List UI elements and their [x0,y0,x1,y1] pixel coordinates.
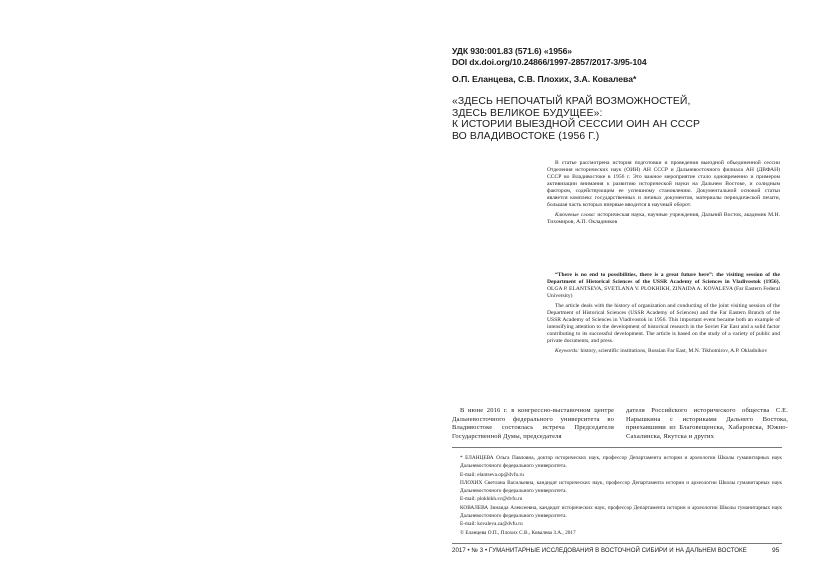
title-line: К ИСТОРИИ ВЫЕЗДНОЙ СЕССИИ ОИН АН СССР [452,119,701,131]
english-title: “There is no end to possibilities, there is a great future here”: the visiting session of the Department of Historical Sciences of the USSR Academy of Sciences in Vladivostok (1956). [547,272,780,285]
udk-code: УДК 930:001.83 (571.6) «1956» [452,46,572,56]
body-column-right: дателя Российского исторического общества С.Е. Нарышкина с историками Дальнего Востока, приехавшими из Благовещенска, Хабаровска, Южно-Сахалинска, Якутска и других [626,407,788,440]
page-number: 95 [772,547,780,554]
footnote-email-1: E-mail: elantseva.op@dvfu.ru [460,471,524,478]
journal-footer: 2017 • № 3 • ГУМАНИТАРНЫЕ ИССЛЕДОВАНИЯ В ВОСТОЧНОЙ СИБИРИ И НА ДАЛЬНЕМ ВОСТОКЕ [452,547,747,554]
footnote-author-1: * ЕЛАНЦЕВА Ольга Павловна, доктор исторических наук, профессор Департамента истории и археологии Школы гуманитарных наук Дальневосточного федерального университета. [460,455,782,470]
keywords-en-text: history, scientific institutions, Russian Far East, M.N. Tikhomirov, A.P. Okladnikov [580,347,768,354]
footnote-email-3: E-mail: kovaleva.za@dvfu.ru [460,521,523,528]
footnotes [452,454,782,537]
abstract-russian [547,160,780,226]
keywords-ru-label: Ключевые слова: [555,211,596,218]
abstract-en-heading [547,272,780,300]
title-line: ВО ВЛАДИВОСТОКЕ (1956 Г.) [452,130,600,142]
title-line: ЗДЕСЬ ВЕЛИКОЕ БУДУЩЕЕ»: [452,107,603,119]
footnote-divider [452,447,782,448]
udk-doi-block [452,46,647,68]
abstract-ru-text: В статье рассмотрена история подготовки и проведения выездной объединенной сессии Отделения исторических наук (ОИН) АН СССР и Дальневосточного филиала АН (ДВФАН) СССР во Владивостоке в 1956 г. Это важное мероприятие стало одновременно и примером активизации внимания к развитию исторической науки на Дальнем Востоке, и солидным фактором, содействующим ее успешному становлению. Документальной основой статьи является комплекс государственных и личных документов, материалы периодической печати, большая часть которых впервые вводится в научный оборот. [547,160,780,208]
footnote-author-2: ПЛОХИХ Светлана Васильевна, кандидат исторических наук, профессор Департамента истории и археологии Школы гуманитарных наук Дальневосточного федерального университета. [460,479,782,495]
title-line: «ЗДЕСЬ НЕПОЧАТЫЙ КРАЙ ВОЗМОЖНОСТЕЙ, [452,96,691,107]
copyright-line: © Еланцева О.П., Плохих С.В., Ковалева З.А., 2017 [460,529,576,536]
keywords-ru-text: историческая наука, научные учреждения, Дальний Восток, академик М.Н. Тихомиров, А.П. Окладников [547,211,780,225]
footer-divider [452,543,782,544]
body-column-left: В июне 2016 г. в конгрессно-выставочном центре Дальневосточного федерального университета во Владивостоке состоялась встреча Председателя Государственной Думы, председателя [452,407,614,440]
abstract-en-text: The article deals with the history of organization and conducting of the joint visiting session of the Department of Historical Sciences (USSR Academy of Sciences) and the Far Eastern Branch of the USSR Academy of Sciences in Vladivostok in 1956. This important event became both an example of intensifying attention to the development of historical research in the Soviet Far East and a solid factor contributing to its successful development. The article is based on the study of a variety of public and private documents, and press. [547,302,780,344]
doi-code: DOI dx.doi.org/10.24866/1997-2857/2017-3/95-104 [452,57,647,67]
footnote-email-2: E-mail: plokhikh.sv@dvfu.ru [460,496,523,503]
footnote-author-3: КОВАЛЕВА Зинаида Алексеевна, кандидат исторических наук, профессор Департамента истории и археологии Школы гуманитарных наук Дальневосточного федерального университета. [460,504,782,520]
keywords-en-label: Keywords: [555,347,580,354]
abstract-english [547,272,780,354]
article-title [452,96,700,142]
article-authors: О.П. Еланцева, С.В. Плохих, З.А. Ковалева* [452,74,637,84]
keywords-ru [547,212,780,226]
keywords-en [547,348,780,355]
english-authors: OLGA P. ELANTSEVA, SVETLANA V. PLOKHIKH, ZINAIDA A. KOVALEVA (Far Eastern Federal University) [547,285,780,299]
